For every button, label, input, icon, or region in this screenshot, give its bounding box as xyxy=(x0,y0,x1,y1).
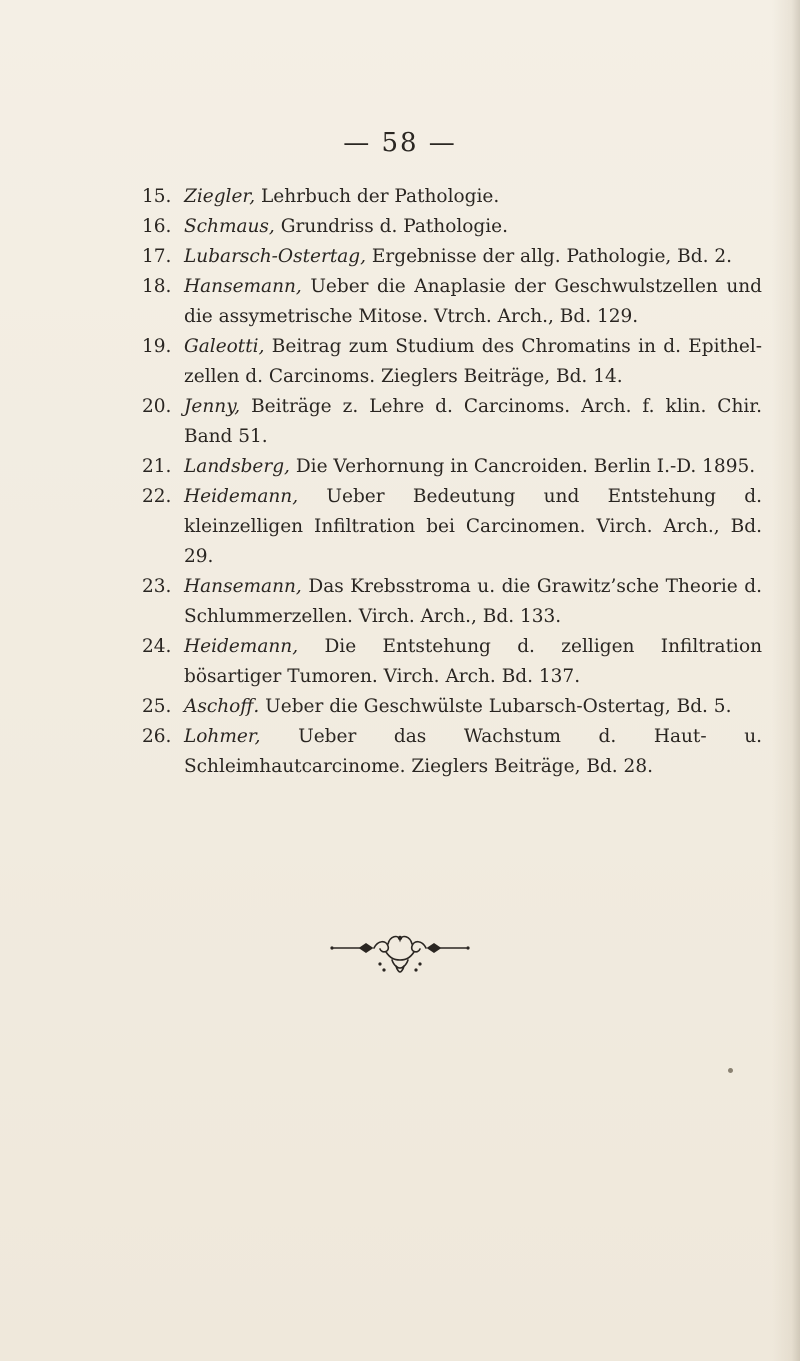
reference-item-24 xyxy=(142,632,762,692)
reference-number: 25. xyxy=(142,696,172,717)
reference-text: Das Krebsstroma u. die Grawitz’sche Theorie d. Schlummerzellen. Virch. Arch., Bd. 133. xyxy=(184,576,762,627)
reference-number: 17. xyxy=(142,246,172,267)
reference-number: 22. xyxy=(142,486,172,507)
reference-author: Heidemann, xyxy=(184,486,299,507)
reference-text: Ueber Bedeutung und Entstehung d. kleinzelligen Infiltration bei Carcinomen. Virch. Arch., Bd. 29. xyxy=(184,486,762,567)
page-number: — 58 — xyxy=(343,128,457,158)
reference-author: Landsberg, xyxy=(184,456,290,477)
reference-author: Heidemann, xyxy=(184,636,299,657)
reference-number: 20. xyxy=(142,396,172,417)
reference-number: 23. xyxy=(142,576,172,597)
reference-item-25 xyxy=(142,692,762,722)
reference-text: Ueber das Wachstum d. Haut- u. Schleimhautcarcinome. Zieglers Beiträge, Bd. 28. xyxy=(184,726,762,777)
paper-speck xyxy=(728,1068,733,1073)
reference-number: 24. xyxy=(142,636,172,657)
reference-item-21 xyxy=(142,452,762,482)
reference-text: Grundriss d. Pathologie. xyxy=(280,216,509,237)
reference-text: Ueber die Anaplasie der Geschwulstzellen und die assymetrische Mitose. Vtrch. Arch., Bd. 129. xyxy=(184,276,762,327)
reference-author: Lohmer, xyxy=(184,726,261,747)
reference-number: 26. xyxy=(142,726,172,747)
decorative-vignette-icon xyxy=(330,932,470,980)
reference-author: Ziegler, xyxy=(184,186,256,207)
reference-text: Die Verhornung in Cancroiden. Berlin I.-D. 1895. xyxy=(295,456,756,477)
reference-item-18 xyxy=(142,272,762,332)
reference-item-17 xyxy=(142,242,762,272)
page-edge-shadow xyxy=(772,0,800,1361)
reference-item-22 xyxy=(142,482,762,572)
reference-text: Lehrbuch der Pathologie. xyxy=(261,186,500,207)
reference-author: Hansemann, xyxy=(184,276,302,297)
reference-number: 21. xyxy=(142,456,172,477)
reference-author: Hansemann, xyxy=(184,576,302,597)
reference-text: Ueber die Geschwülste Lubarsch-Ostertag, Bd. 5. xyxy=(265,696,732,717)
reference-text: Die Entstehung d. zelligen Infiltration bösartiger Tumoren. Virch. Arch. Bd. 137. xyxy=(184,636,762,687)
reference-author: Aschoff. xyxy=(184,696,260,717)
reference-item-16 xyxy=(142,212,762,242)
reference-item-26 xyxy=(142,722,762,782)
reference-item-19 xyxy=(142,332,762,392)
reference-author: Schmaus, xyxy=(184,216,275,237)
reference-number: 15. xyxy=(142,186,172,207)
reference-number: 16. xyxy=(142,216,172,237)
reference-text: Ergebnisse der allg. Pathologie, Bd. 2. xyxy=(371,246,733,267)
reference-item-20 xyxy=(142,392,762,452)
reference-author: Lubarsch-Ostertag, xyxy=(184,246,367,267)
reference-author: Jenny, xyxy=(184,396,241,417)
reference-list xyxy=(142,182,762,782)
reference-number: 18. xyxy=(142,276,172,297)
reference-text: Beiträge z. Lehre d. Carcinoms. Arch. f. klin. Chir. Band 51. xyxy=(184,396,762,447)
reference-text: Beitrag zum Studium des Chromatins in d. Epithel-zellen d. Carcinoms. Zieglers Beiträge, Bd. 14. xyxy=(184,336,762,387)
reference-number: 19. xyxy=(142,336,172,357)
reference-author: Galeotti, xyxy=(184,336,265,357)
reference-item-15 xyxy=(142,182,762,212)
reference-item-23 xyxy=(142,572,762,632)
